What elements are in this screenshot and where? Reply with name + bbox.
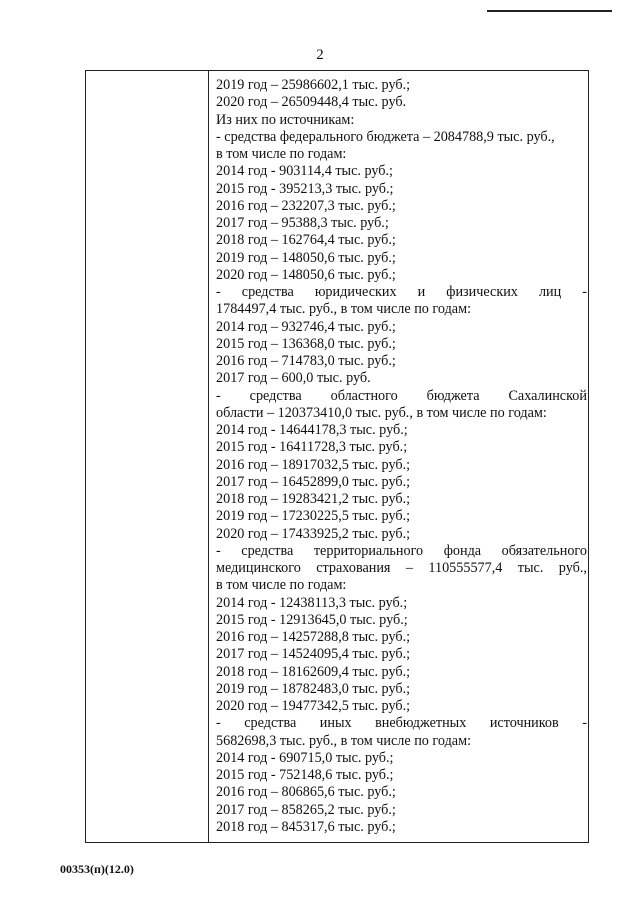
text-line: в том числе по годам: bbox=[216, 577, 347, 594]
text-line: 2019 год – 18782483,0 тыс. руб.; bbox=[216, 680, 411, 697]
word: Сахалинской bbox=[508, 387, 587, 404]
text-line: 2020 год – 17433925,2 тыс. руб.; bbox=[216, 525, 411, 542]
word: - bbox=[216, 715, 221, 732]
text-line: 2020 год – 19477342,5 тыс. руб.; bbox=[216, 698, 411, 714]
word: внебюджетных bbox=[375, 715, 467, 732]
text-line: 2014 год - 14644178,3 тыс. руб.; bbox=[216, 422, 408, 438]
text-line: 2015 год - 12913645,0 тыс. руб.; bbox=[216, 611, 408, 628]
word: и bbox=[417, 284, 426, 300]
justified-text-line bbox=[216, 388, 587, 405]
word: - bbox=[582, 715, 587, 732]
funding-table bbox=[85, 70, 589, 843]
word: юридических bbox=[314, 284, 397, 300]
word: территориального bbox=[313, 542, 424, 559]
text-line: 2016 год – 714783,0 тыс. руб.; bbox=[216, 353, 396, 369]
text-line: 2020 год – 26509448,4 тыс. руб. bbox=[216, 94, 407, 111]
text-line: 2017 год – 16452899,0 тыс. руб.; bbox=[216, 473, 411, 490]
word: физических bbox=[446, 284, 518, 300]
text-line: 2014 год - 690715,0 тыс. руб.; bbox=[216, 749, 394, 766]
text-line: 2016 год – 232207,3 тыс. руб.; bbox=[216, 197, 396, 214]
word: средства bbox=[244, 715, 297, 732]
text-line: 2016 год – 14257288,8 тыс. руб.; bbox=[216, 629, 411, 645]
word: - bbox=[216, 542, 221, 559]
word: тыс. bbox=[517, 560, 544, 576]
page-number: 2 bbox=[316, 47, 324, 63]
word: фонда bbox=[443, 542, 482, 559]
text-line: 2018 год – 845317,6 тыс. руб.; bbox=[216, 818, 396, 835]
word: обязательного bbox=[501, 542, 587, 559]
text-line: 2014 год - 903114,4 тыс. руб.; bbox=[216, 163, 393, 180]
text-line: 2014 год – 932746,4 тыс. руб.; bbox=[216, 318, 396, 335]
text-line: 5682698,3 тыс. руб., в том числе по годам: bbox=[216, 732, 472, 749]
text-line: 2017 год – 858265,2 тыс. руб.; bbox=[216, 801, 396, 818]
text-line: 1784497,4 тыс. руб., в том числе по годам: bbox=[216, 301, 472, 318]
text-line: 2014 год - 12438113,3 тыс. руб.; bbox=[216, 594, 408, 611]
text-line: 2017 год – 14524095,4 тыс. руб.; bbox=[216, 646, 411, 663]
text-line: 2015 год - 16411728,3 тыс. руб.; bbox=[216, 439, 408, 456]
text-line: 2018 год – 18162609,4 тыс. руб.; bbox=[216, 663, 411, 680]
word: средства bbox=[241, 284, 294, 300]
word: иных bbox=[319, 715, 352, 732]
funding-text-cell bbox=[216, 77, 587, 836]
word: бюджета bbox=[426, 387, 480, 404]
word: 110555577,4 bbox=[428, 560, 503, 576]
top-rule bbox=[487, 10, 612, 12]
text-line: 2019 год – 25986602,1 тыс. руб.; bbox=[216, 77, 411, 93]
word: - bbox=[216, 284, 221, 300]
word: лиц bbox=[538, 284, 562, 300]
word: – bbox=[405, 560, 413, 576]
text-line: 2018 год – 162764,4 тыс. руб.; bbox=[216, 232, 396, 249]
text-line: 2016 год – 18917032,5 тыс. руб.; bbox=[216, 456, 411, 473]
text-line: 2015 год - 395213,3 тыс. руб.; bbox=[216, 180, 394, 197]
text-line: 2018 год – 19283421,2 тыс. руб.; bbox=[216, 491, 411, 507]
justified-text-line bbox=[216, 715, 587, 732]
document-code: 00353(п)(12.0) bbox=[60, 862, 134, 876]
justified-text-line bbox=[216, 284, 587, 301]
word: медицинского bbox=[216, 560, 301, 576]
justified-text-line bbox=[216, 560, 587, 577]
text-line: 2017 год – 95388,3 тыс. руб.; bbox=[216, 215, 389, 231]
text-line: - средства федерального бюджета – 2084788,9 тыс. руб., bbox=[216, 128, 555, 145]
word: - bbox=[216, 387, 221, 404]
text-line: 2015 год – 136368,0 тыс. руб.; bbox=[216, 335, 396, 352]
word: страхования bbox=[316, 560, 391, 576]
text-line: области – 120373410,0 тыс. руб., в том числе по годам: bbox=[216, 404, 547, 421]
text-line: Из них по источникам: bbox=[216, 111, 355, 128]
word: - bbox=[582, 284, 587, 300]
text-line: 2017 год – 600,0 тыс. руб. bbox=[216, 370, 371, 387]
justified-text-line bbox=[216, 543, 587, 560]
text-line: 2015 год - 752148,6 тыс. руб.; bbox=[216, 767, 394, 783]
text-line: 2020 год – 148050,6 тыс. руб.; bbox=[216, 266, 396, 283]
text-line: в том числе по годам: bbox=[216, 146, 347, 162]
word: областного bbox=[330, 387, 398, 404]
word: источников bbox=[489, 715, 559, 732]
word: руб., bbox=[558, 560, 587, 576]
text-line: 2019 год – 148050,6 тыс. руб.; bbox=[216, 249, 396, 266]
text-line: 2016 год – 806865,6 тыс. руб.; bbox=[216, 784, 396, 801]
word: средства bbox=[241, 542, 294, 559]
table-left-cell bbox=[86, 71, 209, 842]
text-line: 2019 год – 17230225,5 тыс. руб.; bbox=[216, 508, 411, 525]
word: средства bbox=[249, 387, 302, 404]
